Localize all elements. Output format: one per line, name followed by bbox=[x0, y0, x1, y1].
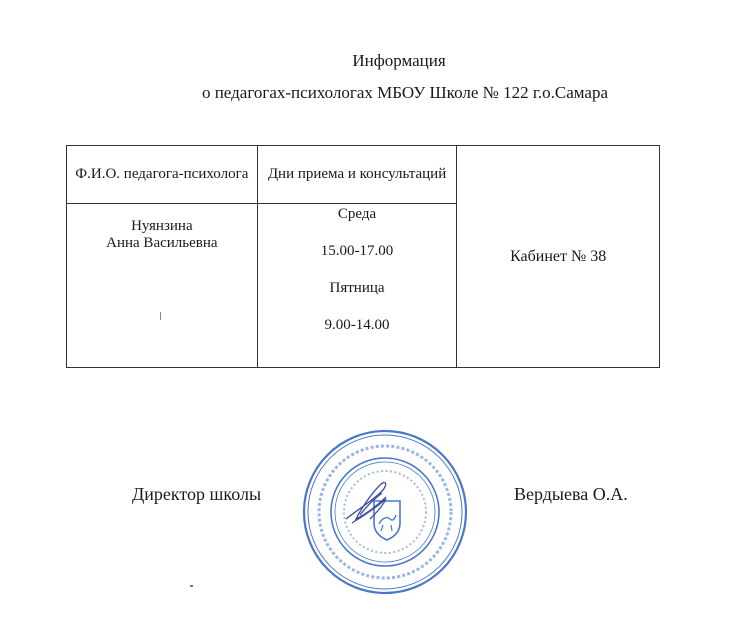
table-header-row bbox=[67, 146, 660, 204]
psychologist-surname: Нуянзина bbox=[131, 218, 193, 234]
scan-speck bbox=[190, 585, 193, 587]
column-header-days-text: Дни приема и консультаций bbox=[267, 166, 447, 182]
director-name: Вердыева О.А. bbox=[514, 484, 628, 504]
scan-mark bbox=[160, 312, 161, 320]
psychologist-table bbox=[66, 145, 660, 368]
schedule-time-2: 9.00-14.00 bbox=[324, 317, 390, 333]
schedule-cell bbox=[257, 204, 457, 368]
schedule-time-1: 15.00-17.00 bbox=[320, 243, 394, 259]
name-cell bbox=[67, 204, 258, 368]
column-header-name-text: Ф.И.О. педагога-психолога bbox=[75, 166, 249, 182]
document-subtitle: о педагогах-психологах МБОУ Школе № 122 г.о.Самара bbox=[201, 83, 609, 102]
room-cell bbox=[457, 146, 660, 368]
column-header-days bbox=[257, 146, 457, 204]
room-label: Кабинет № 38 bbox=[510, 248, 607, 265]
schedule-list bbox=[258, 204, 457, 334]
school-seal-stamp bbox=[300, 427, 470, 597]
psychologist-given-names: Анна Васильевна bbox=[106, 235, 218, 251]
director-title: Директор школы bbox=[132, 484, 262, 504]
column-header-name bbox=[67, 146, 258, 204]
schedule-day-1: Среда bbox=[337, 206, 377, 222]
document-title: Информация bbox=[352, 51, 446, 70]
schedule-day-2: Пятница bbox=[329, 280, 385, 296]
psychologist-name bbox=[67, 204, 257, 252]
